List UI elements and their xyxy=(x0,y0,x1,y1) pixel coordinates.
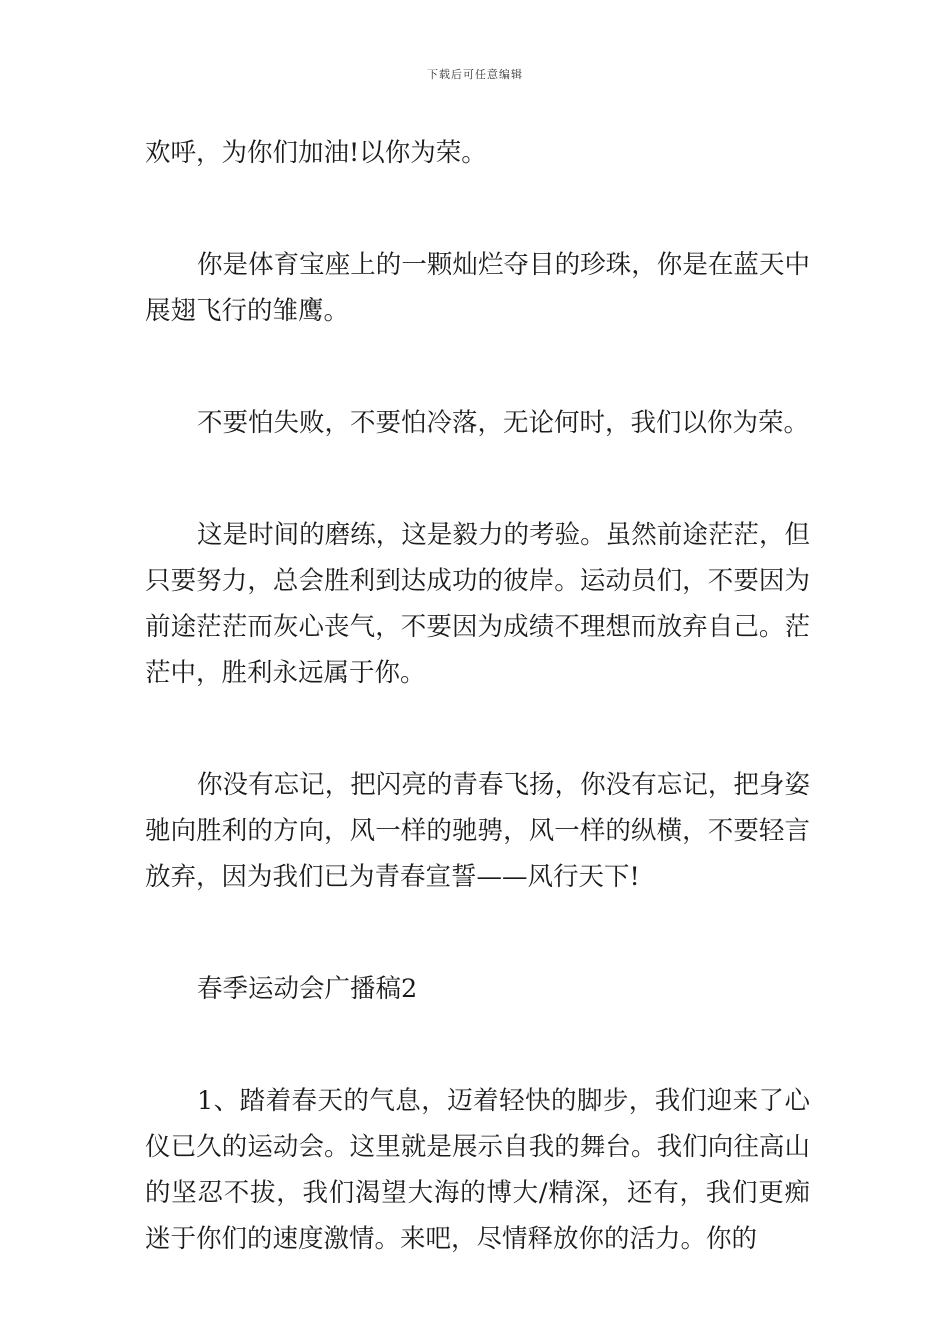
paragraph: 你是体育宝座上的一颗灿烂夺目的珍珠，你是在蓝天中展翅飞行的雏鹰。 xyxy=(145,250,810,326)
document-body xyxy=(145,130,810,1262)
paragraph: 1、踏着春天的气息，迈着轻快的脚步，我们迎来了心仪已久的运动会。这里就是展示自我的舞台。我们向往高山的坚忍不拔，我们渴望大海的博大/精深，还有，我们更痴迷于你们的速度激情。来吧，尽情释放你的活力。你的 xyxy=(145,1086,810,1254)
paragraph: 这是时间的磨练，这是毅力的考验。虽然前途茫茫，但只要努力，总会胜利到达成功的彼岸。运动员们，不要因为前途茫茫而灰心丧气，不要因为成绩不理想而放弃自己。茫茫中，胜利永远属于你。 xyxy=(145,520,810,688)
paragraph: 不要怕失败，不要怕冷落，无论何时，我们以你为荣。 xyxy=(197,408,810,438)
paragraph-continuation: 欢呼，为你们加油!以你为荣。 xyxy=(145,138,487,168)
paragraph: 你没有忘记，把闪亮的青春飞扬，你没有忘记，把身姿驰向胜利的方向，风一样的驰骋，风一样的纵横，不要轻言放弃，因为我们已为青春宣誓——风行天下! xyxy=(145,770,810,892)
section-heading: 春季运动会广播稿2 xyxy=(197,974,418,1004)
page-header: 下载后可任意编辑 xyxy=(427,68,523,81)
